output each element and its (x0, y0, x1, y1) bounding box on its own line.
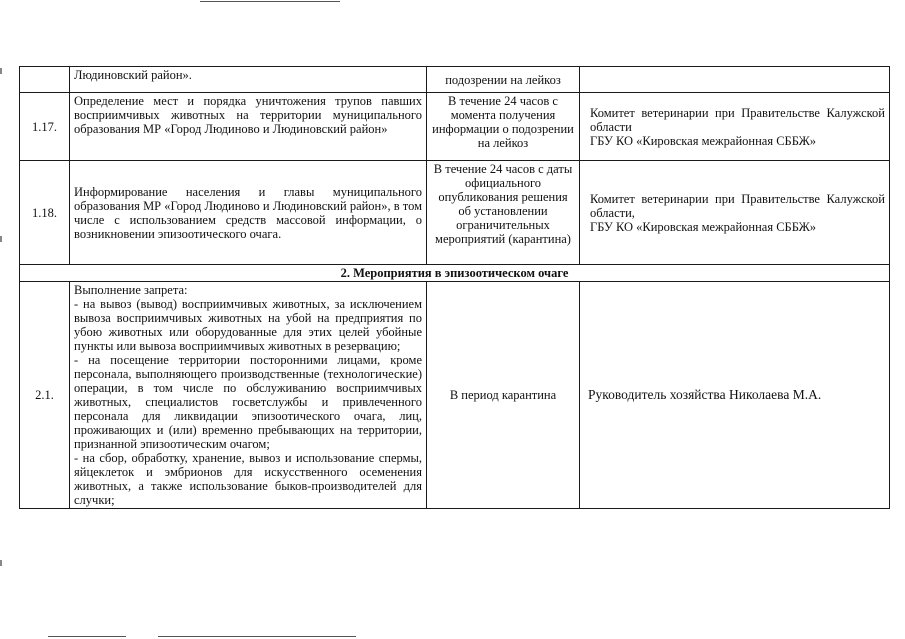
section-header-row (20, 265, 890, 282)
section-title: 2. Мероприятия в эпизоотическом очаге (20, 265, 890, 282)
responsible-cell (580, 67, 890, 93)
action-line: Выполнение запрета: (74, 283, 188, 297)
action-cell: Людиновский район». (70, 67, 427, 93)
table-row (20, 282, 890, 509)
binding-mark (0, 236, 2, 242)
term-cell: В течение 24 часов с даты официального опубликования решения об установлении ограничительных мероприятий (карантина) (427, 161, 580, 265)
table-row (20, 93, 890, 161)
action-line: - на посещение территории посторонними лицами, кроме персонала, выполняющего производственные (технологические) операции, в том числе по обслуживанию восприимчивых животных, специалистов госветслужбы и привлеченного персонала для ликвидации эпизоотического очага, лиц, проживающих и (или) временно пребывающих на территории, признанной эпизоотическим очагом; (74, 353, 422, 451)
term-cell: В течение 24 часов с момента получения информации о подозрении на лейкоз (427, 93, 580, 161)
action-cell: Информирование населения и главы муниципального образования МР «Город Людиново и Людиновский район», в том числе с использованием средств массовой информации, о возникновении эпизоотического очага. (70, 161, 427, 265)
action-line: - на сбор, обработку, хранение, вывоз и использование спермы, яйцеклеток и эмбрионов для искусственного осеменения животных, а также использование быков-производителей для случки; (74, 451, 422, 507)
scan-mark-top (200, 1, 340, 2)
responsible-line: ГБУ КО «Кировская межрайонная СББЖ» (590, 219, 817, 234)
term-cell: В период карантина (427, 282, 580, 509)
row-number: 1.18. (20, 161, 70, 265)
scan-mark-bottom-left (48, 636, 126, 637)
action-cell: Определение мест и порядка уничтожения трупов павших восприимчивых животных на территории муниципального образования МР «Город Людиново и Людиновский район» (70, 93, 427, 161)
action-line: - на вывоз (вывод) восприимчивых животных, за исключением вывоза восприимчивых животных на убой на предприятия по убою животных или оборудованные для этих целей убойные пункты или вывоза восприимчивых животных в резервацию; (74, 297, 422, 353)
responsible-line: Комитет ветеринарии при Правительстве Калужской области, (590, 191, 885, 220)
row-number (20, 67, 70, 93)
scan-mark-bottom-right (158, 636, 356, 637)
binding-mark (0, 68, 2, 74)
action-cell (70, 282, 427, 509)
row-number: 1.17. (20, 93, 70, 161)
responsible-cell: Руководитель хозяйства Николаева М.А. (580, 282, 890, 509)
term-cell: подозрении на лейкоз (427, 67, 580, 93)
responsible-line: ГБУ КО «Кировская межрайонная СББЖ» (590, 133, 817, 148)
table-row (20, 161, 890, 265)
row-number: 2.1. (20, 282, 70, 509)
binding-mark (0, 560, 2, 566)
table-row (20, 67, 890, 93)
responsible-line: Комитет ветеринарии при Правительстве Калужской области (590, 105, 885, 134)
responsible-cell (580, 161, 890, 265)
responsible-cell (580, 93, 890, 161)
measures-table (19, 66, 890, 509)
